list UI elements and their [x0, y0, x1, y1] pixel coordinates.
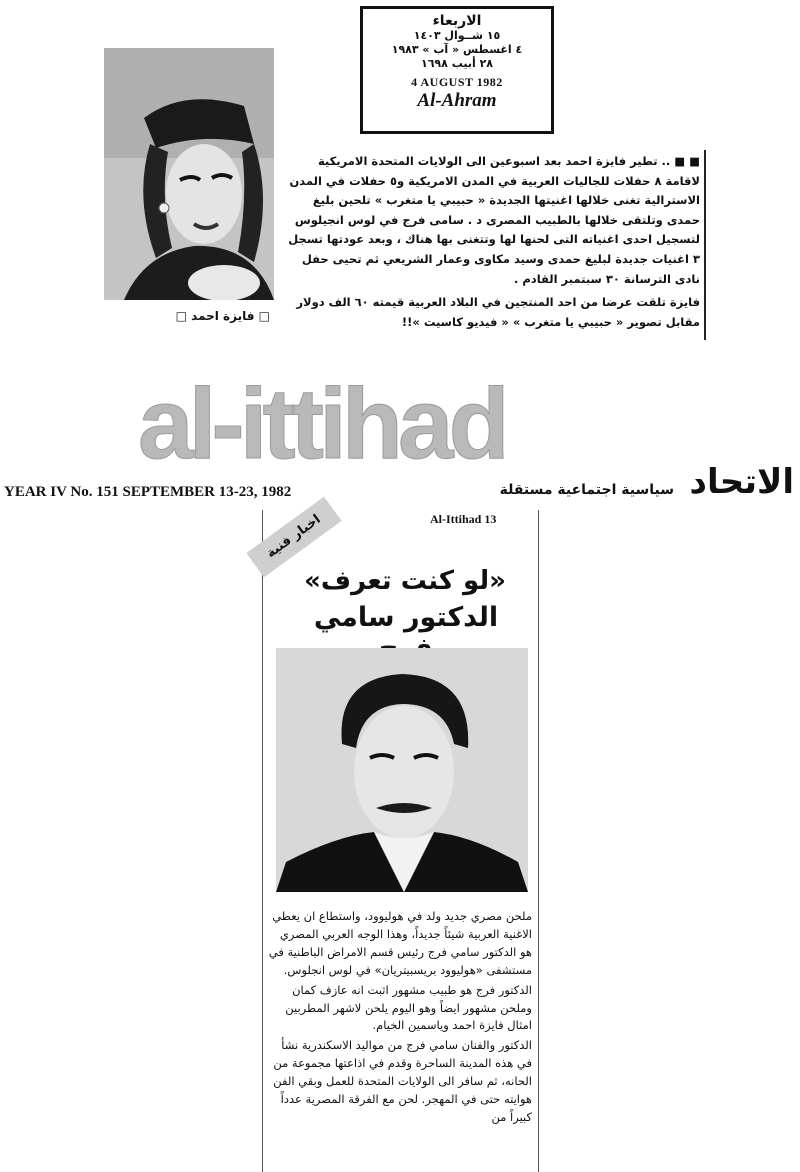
- dateline-gregorian: ٤ اغسطس « آب » ١٩٨٣: [391, 43, 523, 56]
- column-rule-left: [262, 510, 263, 1172]
- article1-paragraph-2: فايزة تلقت عرضا من احد المنتجين في البلاد العربية قيمته ٦٠ الف دولار مقابل تصوير « حبيبي يا متغرب » « فيديو كاسيت »!!: [296, 295, 700, 329]
- article2-paragraph-3: الدكتور والفنان سامي فرج من مواليد الاسكندرية نشأ في هذه المدينة الساحرة وقدم في اذاعتها مجموعة من الحانه، ثم سافر الى الولايات المتحدة للعمل وبقي الفن هوايته حتى في المهجر. لحن مع الفرقة المصرية عدداً كبيراً من: [273, 1038, 532, 1124]
- issue-line: YEAR IV No. 151 SEPTEMBER 13-23, 1982: [4, 484, 292, 500]
- headline-name: الدكتور سامي: [313, 602, 499, 633]
- fayza-photo-caption: □ فايزة احمد □: [175, 309, 270, 323]
- al-ittihad-arabic-title: الاتحاد: [689, 462, 794, 502]
- headline-quote: «لو كنت تعرف»: [304, 566, 506, 596]
- article2-paragraph-2: الدكتور فرج هو طبيب مشهور اثبت انه عازف كمان وملحن مشهور ايضاً وهو اليوم يلحن لاشهر المطربين امثال فايزة احمد وياسمين الخيام.: [285, 982, 532, 1033]
- fayza-ahmed-photo: [104, 48, 274, 300]
- fayza-ahmed-news-item: [282, 152, 700, 332]
- dateline-day: الاربعاء: [432, 13, 482, 29]
- dateline-english: 4 AUGUST 1982: [411, 75, 503, 89]
- article2-paragraph-1: ملحن مصري جديد ولد في هوليوود، واستطاع ان يعطي الاغنية العربية شيئاً جديداً، وهذا الوجه العربي المصري هو الدكتور سامي فرج رئيس قسم الامراض الباطنية في مستشفى «هوليوود بريسبيتريان» في لوس انجلوس.: [268, 909, 532, 977]
- masthead-subtitle: سياسية اجتماعية مستقلة: [499, 482, 674, 498]
- article1-paragraph-1: ■ ■ .. تطير فايزة احمد بعد اسبوعين الى الولايات المتحدة الامريكية لاقامة ٨ حفلات للجاليات العربية في المدن الامريكية و٥ حفلات في المدن الاسترالية تغنى خلالها اغنيتها الجديدة « حبيبي يا متغرب » تلحين بليغ حمدى وتلتقى خلالها بالطبيب المصرى د . سامى فرج في لوس انجيلوس لتسجيل احدى اغنياته التى لحنها لها وتتغنى بها هناك ، وبعد عودتها تسجل ٣ اغنيات جديدة لبليغ حمدى وسيد مكاوى وعمار الشريعي ثم تحيى حفل نادى الترسانة ٣٠ سبتمبر القادم .: [288, 154, 700, 286]
- ahram-dateline-box: [360, 6, 554, 134]
- dateline-hijri: ١٥ شــوال ١٤٠٣: [413, 29, 501, 42]
- column-divider: [704, 150, 706, 340]
- sami-farag-article: [268, 908, 532, 1129]
- art-news-stamp: اخبار فنية: [246, 497, 341, 578]
- al-ittihad-logo: al-ittihad: [138, 368, 505, 480]
- ahram-logo: Al-Ahram: [417, 90, 497, 111]
- page-tag: Al-Ittihad 13: [430, 512, 497, 526]
- sami-farag-photo: [276, 648, 528, 892]
- column-rule-right: [538, 510, 539, 1172]
- dateline-coptic: ٢٨ أبيب ١٦٩٨: [421, 57, 493, 70]
